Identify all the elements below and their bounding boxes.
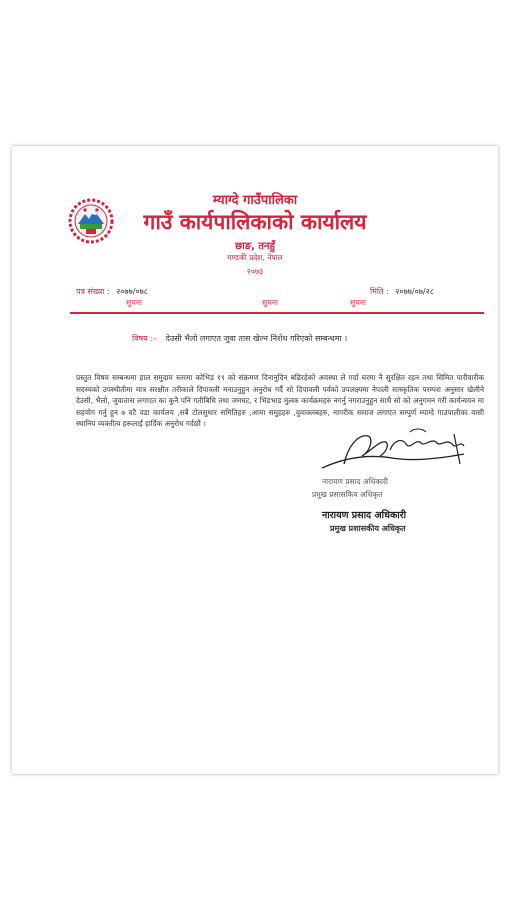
municipality-name: म्याग्दे गाउँपालिका (212, 193, 298, 208)
subject-line (132, 333, 347, 344)
letter-date (370, 286, 434, 297)
subject-text: देउसी भैलो लगाएत जुवा तास खेल्न निशेध गरिएको सम्बन्धमा । (165, 334, 348, 343)
header-divider (70, 312, 484, 314)
stamp-title: प्रमुख प्रशासकीय अधिकृत (330, 524, 406, 533)
notice-label: सुचना (262, 298, 278, 307)
established-year: २०७३ (246, 267, 264, 276)
office-address: छाङ, तनहुँ (235, 241, 275, 252)
date-value: २०७७/०७/२८ (395, 287, 434, 296)
signatory-name: नारायण प्रसाद अधिकारी (322, 477, 388, 486)
signatory-title: प्रमुख प्रसासकिय अधिकृत (312, 490, 383, 499)
stamp-name: नारायण प्रसाद अधिकारी (322, 510, 407, 521)
letter-page (12, 146, 498, 774)
subject-label: विषय :– (132, 334, 158, 343)
notice-label: सुचना (350, 298, 366, 307)
letter-body: प्रस्तुत विषय सम्बन्धमा हाल समुदाय स्तरमा कोभिड १९ को संक्रमण दिनानुदिन बढिरहेको अवस्था ले गर्दा घरमा नै सुरक्षित रहन तथा सिमित पारीवारीक सदस्यको उपस्थीतीमा मात्र सरक्षीत तरीकाले दिपावली मनाउनुहुन अनुरोध गर्दै सो दिपावली पर्वको उपलक्ष्यमा नेपाली सास्कृतिक परम्परा अनुसार खेलीने देउसी, भैलो, जुवातास लगाएत का कुनै पनि गतीबिधि तथा जमघट, र भिडभाड मुलक कार्यक्रमहरु नगर्नु नगराउनुहुन साथै सो को अनुगमन गरी कार्यन्वयन मा सहयोग गर्नु हुन ७ वटै वडा कार्यलय ,सबै टोलसुधार समितिहरु ,आमा समुहहरु ,युवाक्लबहरु, नागरीक समाज लगाएत सम्पुर्ण म्याग्दे गाउपालीका वासी स्थानिय व्यक्तीत्व हरूलाई हार्दिक अनुरोध गर्दछौं । (76, 373, 484, 429)
province: गण्डकी प्रदेश, नेपाल (227, 253, 283, 262)
notice-label: सुचना (126, 298, 142, 307)
reference-label: पत्र संख्या : (76, 287, 110, 296)
reference-number (76, 286, 148, 297)
date-label: मिति : (370, 287, 389, 296)
office-name: गाउँ कार्यपालिकाको कार्यालय (143, 210, 367, 234)
reference-value: २०७७/०७८ (116, 287, 148, 296)
